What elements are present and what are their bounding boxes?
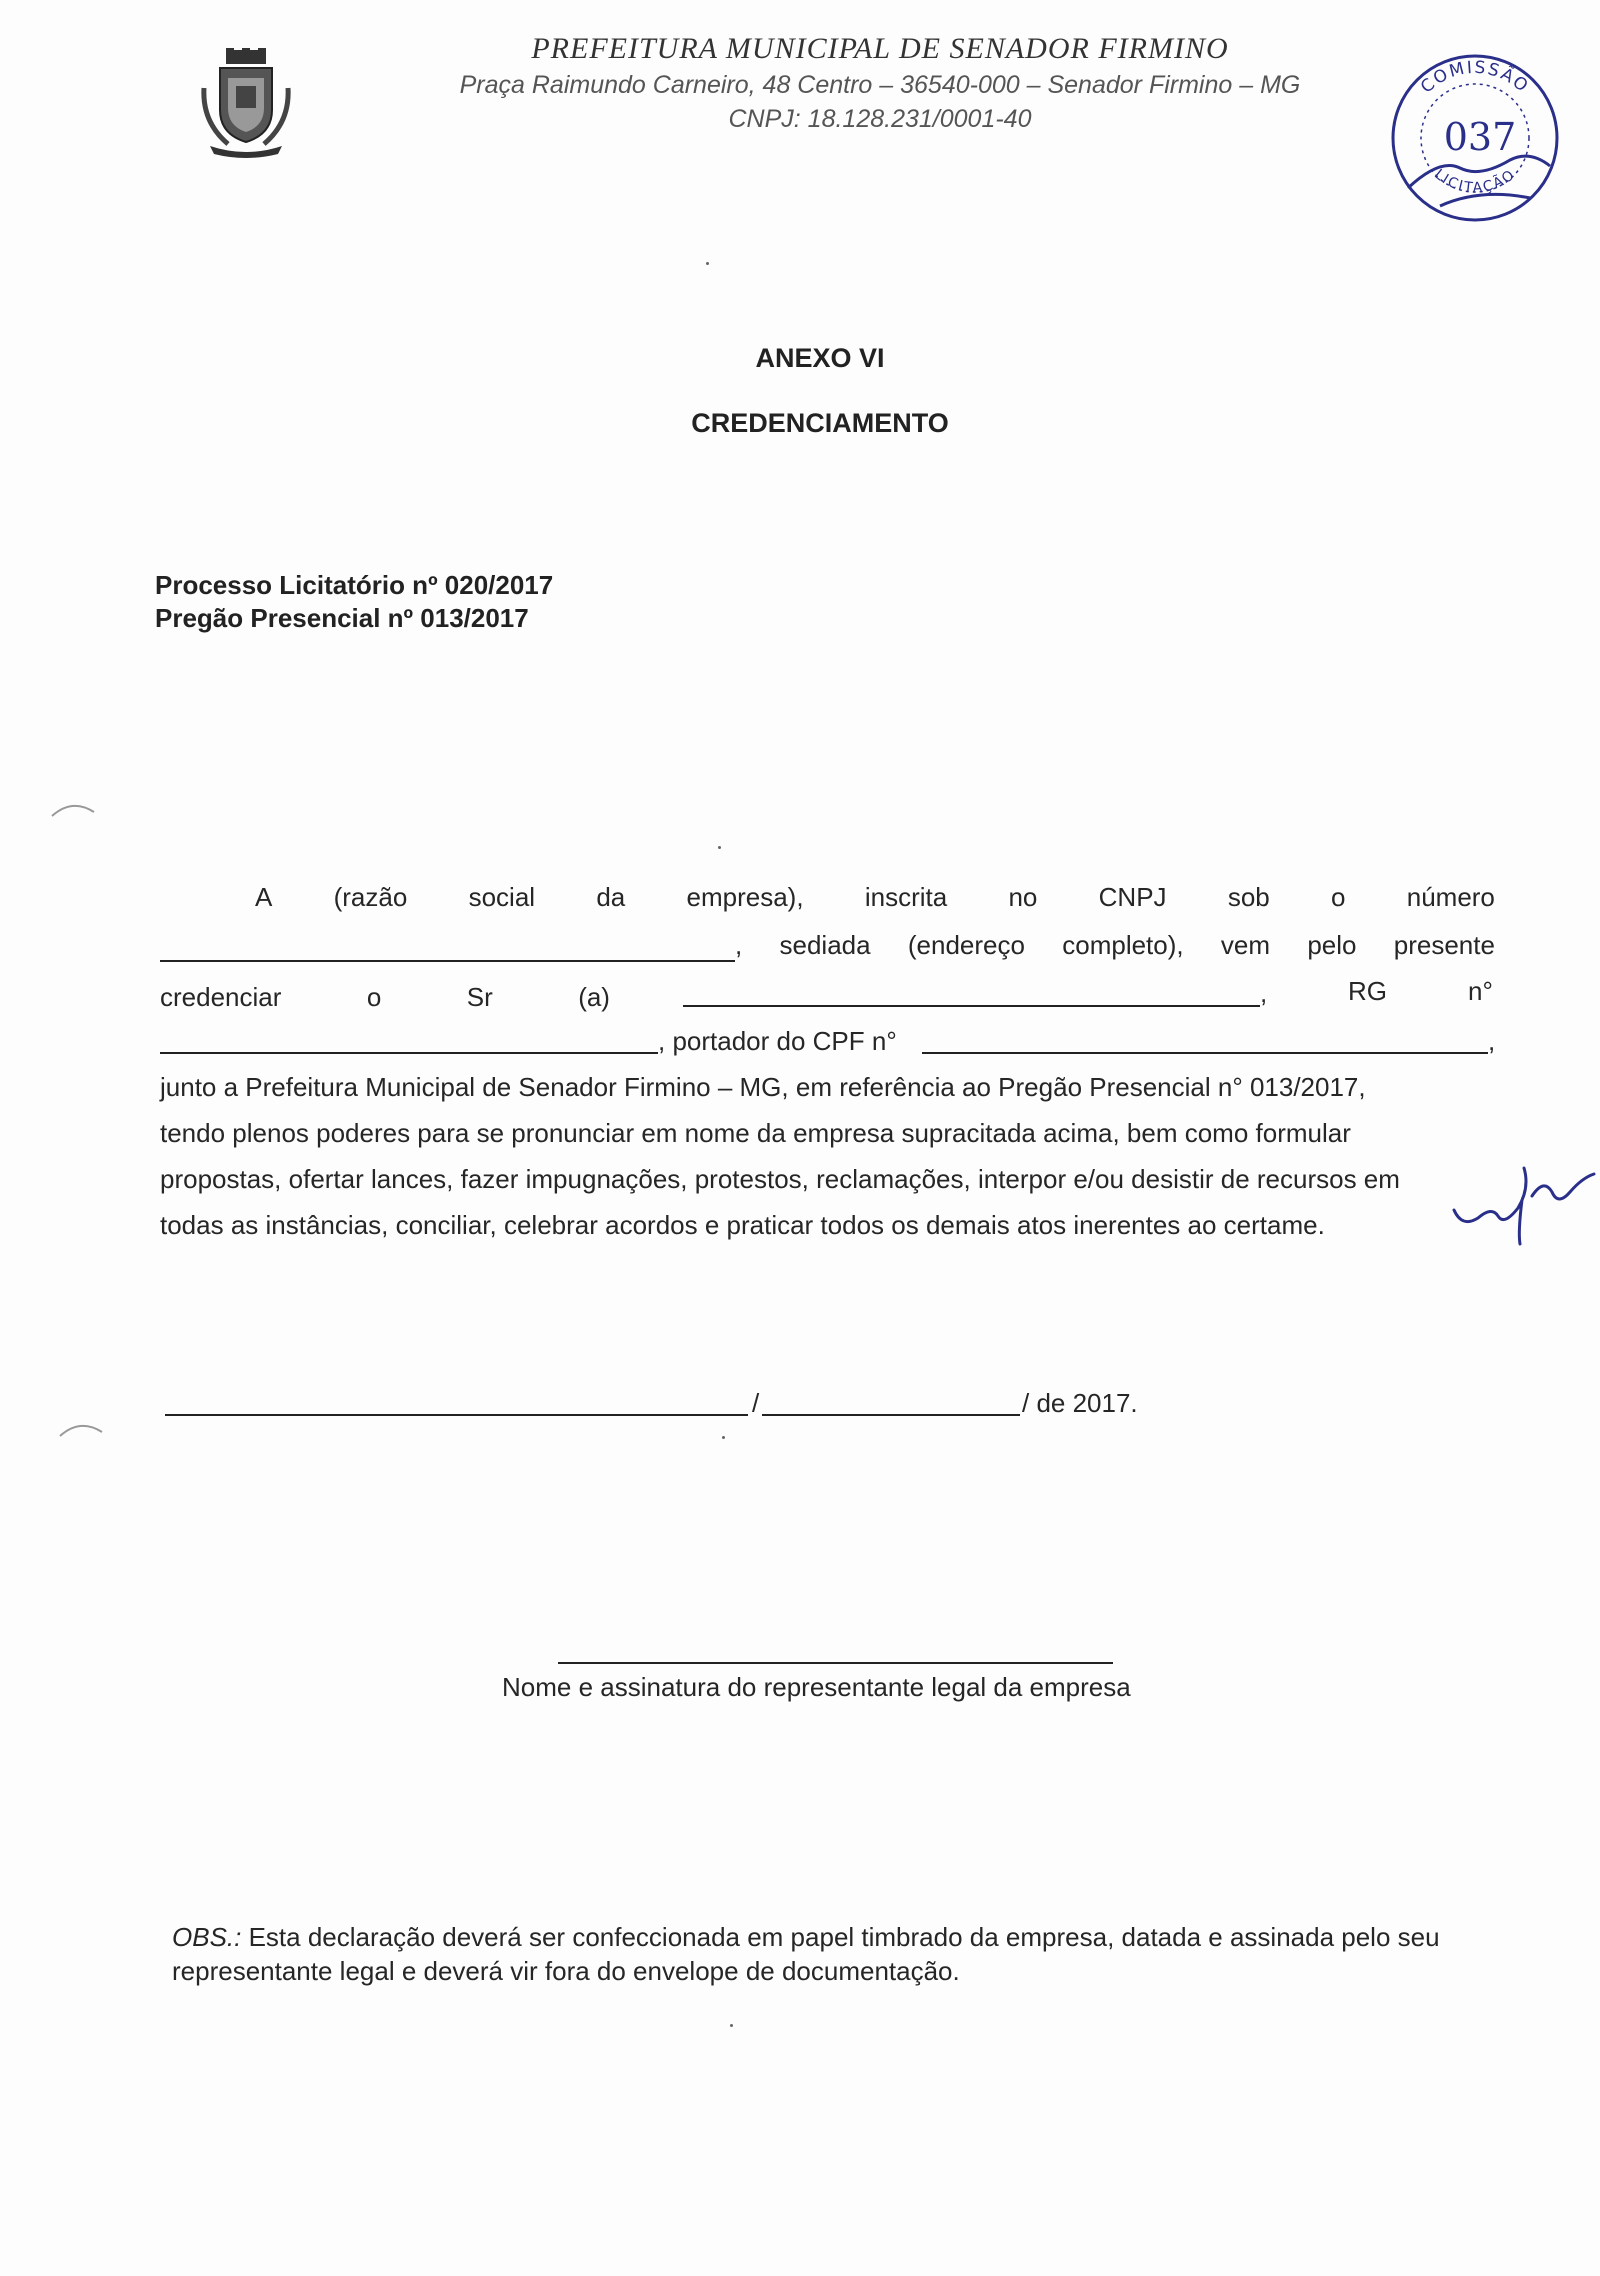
cpf-blank: [922, 1052, 1488, 1054]
body-word: inscrita: [864, 882, 948, 912]
rg-label: RG: [1348, 976, 1387, 1006]
body-line-2: [735, 928, 1495, 962]
date-separator: /: [752, 1388, 760, 1418]
body-word: (a): [578, 982, 610, 1012]
scan-speck: [718, 846, 721, 849]
body-line-1: [255, 880, 1495, 914]
body-line-6: tendo plenos poderes para se pronunciar em nome da empresa supracitada acima, bem como formular: [160, 1118, 1351, 1148]
municipality-cnpj: CNPJ: 18.128.231/0001-40: [728, 105, 1032, 133]
body-word: social: [468, 882, 536, 912]
body-word: no: [1008, 882, 1038, 912]
scan-speck: [730, 2024, 733, 2027]
body-word: ,: [735, 930, 743, 960]
body-word: credenciar: [160, 982, 282, 1012]
observation-note: [172, 1920, 1512, 1988]
representative-name-blank: [683, 1005, 1260, 1007]
date-month-blank: [762, 1414, 1020, 1416]
body-word: (endereço: [907, 930, 1025, 960]
body-line-7: propostas, ofertar lances, fazer impugnações, protestos, reclamações, interpor e/ou desistir de recursos em: [160, 1164, 1400, 1194]
body-word: sediada: [779, 930, 871, 960]
scan-speck: [706, 262, 709, 265]
body-word: pelo: [1307, 930, 1357, 960]
punch-hole-mark: [58, 1418, 104, 1440]
date-place-blank: [165, 1414, 748, 1416]
commission-stamp: [1380, 38, 1570, 228]
scan-speck: [722, 1436, 725, 1439]
annex-title: ANEXO VI: [755, 343, 885, 373]
stamp-bottom-text: LICITAÇÃO: [1431, 166, 1519, 197]
stamp-number: 037: [1443, 115, 1517, 159]
body-word: Sr: [466, 982, 493, 1012]
body-word: empresa),: [686, 882, 804, 912]
comma-text-2: ,: [1488, 1026, 1496, 1056]
body-word: sob: [1227, 882, 1270, 912]
body-word: (razão: [333, 882, 408, 912]
letterhead: [380, 30, 1380, 136]
body-word: o: [366, 982, 382, 1012]
rg-number-label: n°: [1468, 976, 1493, 1006]
date-year: / de 2017.: [1022, 1388, 1138, 1418]
body-word: número: [1406, 882, 1495, 912]
coat-of-arms-icon: [198, 48, 294, 158]
pregao-number: Pregão Presencial nº 013/2017: [155, 603, 529, 633]
body-word: presente: [1393, 930, 1495, 960]
rg-blank: [160, 1052, 658, 1054]
obs-text: Esta declaração deverá ser confeccionada em papel timbrado da empresa, datada e assinada pelo seu representante legal e deverá vir fora do envelope de documentação.: [172, 1922, 1440, 1986]
signature-label: Nome e assinatura do representante legal da empresa: [502, 1672, 1131, 1702]
obs-label: OBS.:: [172, 1922, 242, 1952]
body-word: CNPJ: [1098, 882, 1167, 912]
municipality-title: PREFEITURA MUNICIPAL DE SENADOR FIRMINO: [531, 32, 1229, 65]
body-word: A: [255, 882, 273, 912]
body-word: vem: [1220, 930, 1271, 960]
municipality-address: Praça Raimundo Carneiro, 48 Centro – 36540-000 – Senador Firmino – MG: [459, 71, 1301, 99]
signature-blank: [558, 1662, 1113, 1664]
body-word: completo),: [1062, 930, 1184, 960]
cnpj-blank: [160, 960, 735, 962]
body-word: da: [596, 882, 626, 912]
stamp-top-text: COMISSÃO: [1416, 57, 1533, 98]
body-word: o: [1331, 882, 1346, 912]
process-number: Processo Licitatório nº 020/2017: [155, 570, 554, 600]
comma-text: ,: [1260, 978, 1268, 1008]
handwritten-initials: [1448, 1148, 1598, 1248]
document-title: CREDENCIAMENTO: [691, 408, 949, 438]
svg-text:COMISSÃO: [1417, 58, 1533, 98]
body-line-3: [160, 980, 610, 1014]
body-line-8: todas as instâncias, conciliar, celebrar acordos e praticar todos os demais atos inerentes ao certame.: [160, 1210, 1325, 1240]
cpf-label: , portador do CPF n°: [658, 1026, 897, 1056]
body-line-5: junto a Prefeitura Municipal de Senador Firmino – MG, em referência ao Pregão Presencial n° 013/2017,: [160, 1072, 1366, 1102]
punch-hole-mark: [50, 798, 96, 820]
